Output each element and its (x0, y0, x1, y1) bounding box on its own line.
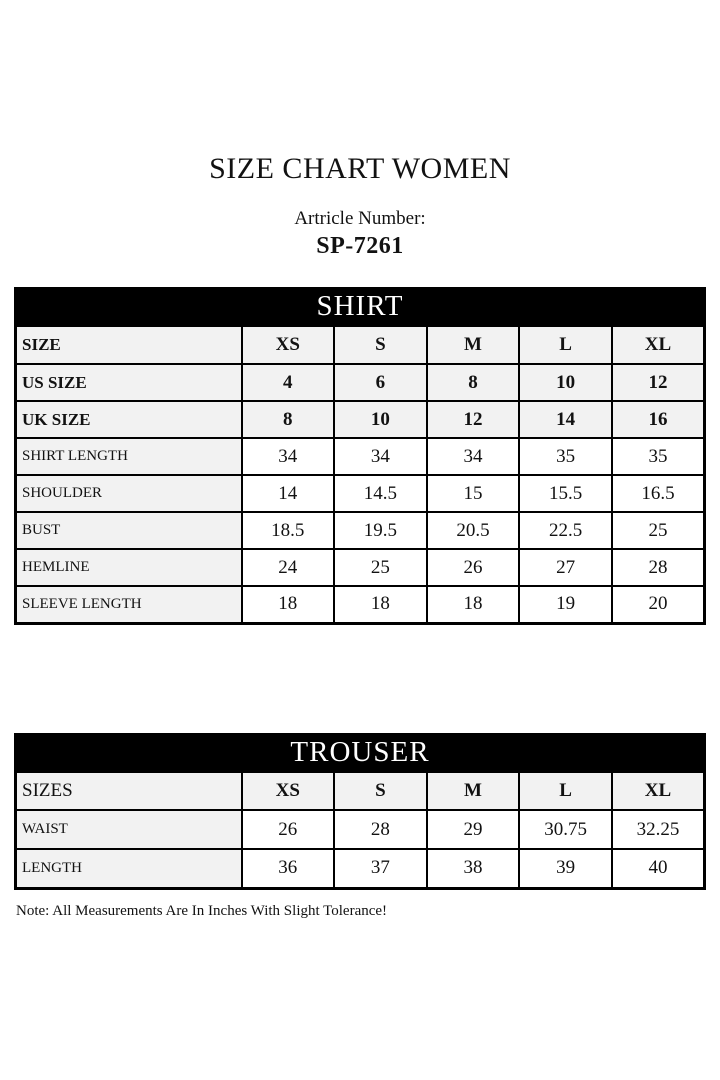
sleeve-length-value: 18 (242, 586, 335, 623)
shirt-size-col-s: S (334, 326, 427, 364)
length-value: 36 (242, 849, 335, 888)
article-number-value: SP-7261 (316, 233, 404, 259)
bust-value: 19.5 (334, 512, 427, 549)
sleeve-length-value: 18 (334, 586, 427, 623)
shirt-size-header-label: SIZE (16, 326, 242, 364)
hemline-value: 24 (242, 549, 335, 586)
us-size-value: 4 (242, 364, 335, 401)
shirt-size-col-xs: XS (242, 326, 335, 364)
waist-value: 30.75 (519, 810, 612, 849)
us-size-value: 12 (612, 364, 705, 401)
shoulder-value: 15.5 (519, 475, 612, 512)
shirt-band-row (16, 289, 705, 327)
shirt-size-col-l: L (519, 326, 612, 364)
shirt-length-value: 34 (242, 438, 335, 475)
bust-row (16, 512, 705, 549)
trouser-size-col-xs: XS (242, 772, 335, 810)
bust-label: BUST (16, 512, 242, 549)
bust-value: 18.5 (242, 512, 335, 549)
page-title: SIZE CHART WOMEN (209, 152, 511, 185)
us-size-value: 10 (519, 364, 612, 401)
bust-value: 25 (612, 512, 705, 549)
shirt-length-label: SHIRT LENGTH (16, 438, 242, 475)
shirt-us-size-row (16, 364, 705, 401)
shoulder-value: 14.5 (334, 475, 427, 512)
uk-size-value: 10 (334, 401, 427, 438)
measurement-note: Note: All Measurements Are In Inches With Slight Tolerance! (16, 903, 388, 919)
sleeve-length-value: 19 (519, 586, 612, 623)
shoulder-value: 14 (242, 475, 335, 512)
shirt-length-value: 34 (334, 438, 427, 475)
waist-label: WAIST (16, 810, 242, 849)
sleeve-length-value: 20 (612, 586, 705, 623)
shirt-length-value: 34 (427, 438, 520, 475)
uk-size-value: 8 (242, 401, 335, 438)
shirt-length-value: 35 (612, 438, 705, 475)
shoulder-value: 16.5 (612, 475, 705, 512)
waist-value: 32.25 (612, 810, 705, 849)
waist-value: 28 (334, 810, 427, 849)
hemline-label: HEMLINE (16, 549, 242, 586)
trouser-size-col-s: S (334, 772, 427, 810)
shoulder-value: 15 (427, 475, 520, 512)
trouser-size-col-l: L (519, 772, 612, 810)
shirt-size-table (14, 287, 706, 625)
us-size-value: 8 (427, 364, 520, 401)
hemline-value: 27 (519, 549, 612, 586)
sleeve-length-value: 18 (427, 586, 520, 623)
length-value: 39 (519, 849, 612, 888)
shirt-size-col-xl: XL (612, 326, 705, 364)
hemline-value: 26 (427, 549, 520, 586)
uk-size-value: 16 (612, 401, 705, 438)
shirt-size-col-m: M (427, 326, 520, 364)
shoulder-row (16, 475, 705, 512)
uk-size-value: 14 (519, 401, 612, 438)
shirt-length-row (16, 438, 705, 475)
bust-value: 20.5 (427, 512, 520, 549)
waist-row (16, 810, 705, 849)
sleeve-length-row (16, 586, 705, 623)
hemline-row (16, 549, 705, 586)
trouser-table-title: TROUSER (16, 735, 705, 773)
sleeve-length-label: SLEEVE LENGTH (16, 586, 242, 623)
length-label: LENGTH (16, 849, 242, 888)
shirt-table-title: SHIRT (16, 289, 705, 327)
length-value: 37 (334, 849, 427, 888)
waist-value: 26 (242, 810, 335, 849)
trouser-size-col-xl: XL (612, 772, 705, 810)
shirt-header-row (16, 326, 705, 364)
article-number-label: Artricle Number: (294, 208, 426, 229)
length-value: 40 (612, 849, 705, 888)
hemline-value: 25 (334, 549, 427, 586)
length-value: 38 (427, 849, 520, 888)
shoulder-label: SHOULDER (16, 475, 242, 512)
uk-size-label: UK SIZE (16, 401, 242, 438)
trouser-header-row (16, 772, 705, 810)
waist-value: 29 (427, 810, 520, 849)
shirt-length-value: 35 (519, 438, 612, 475)
us-size-value: 6 (334, 364, 427, 401)
trouser-band-row (16, 735, 705, 773)
uk-size-value: 12 (427, 401, 520, 438)
us-size-label: US SIZE (16, 364, 242, 401)
length-row (16, 849, 705, 888)
trouser-size-col-m: M (427, 772, 520, 810)
hemline-value: 28 (612, 549, 705, 586)
shirt-uk-size-row (16, 401, 705, 438)
trouser-sizes-header-label: SIZES (16, 772, 242, 810)
trouser-size-table (14, 733, 706, 890)
bust-value: 22.5 (519, 512, 612, 549)
